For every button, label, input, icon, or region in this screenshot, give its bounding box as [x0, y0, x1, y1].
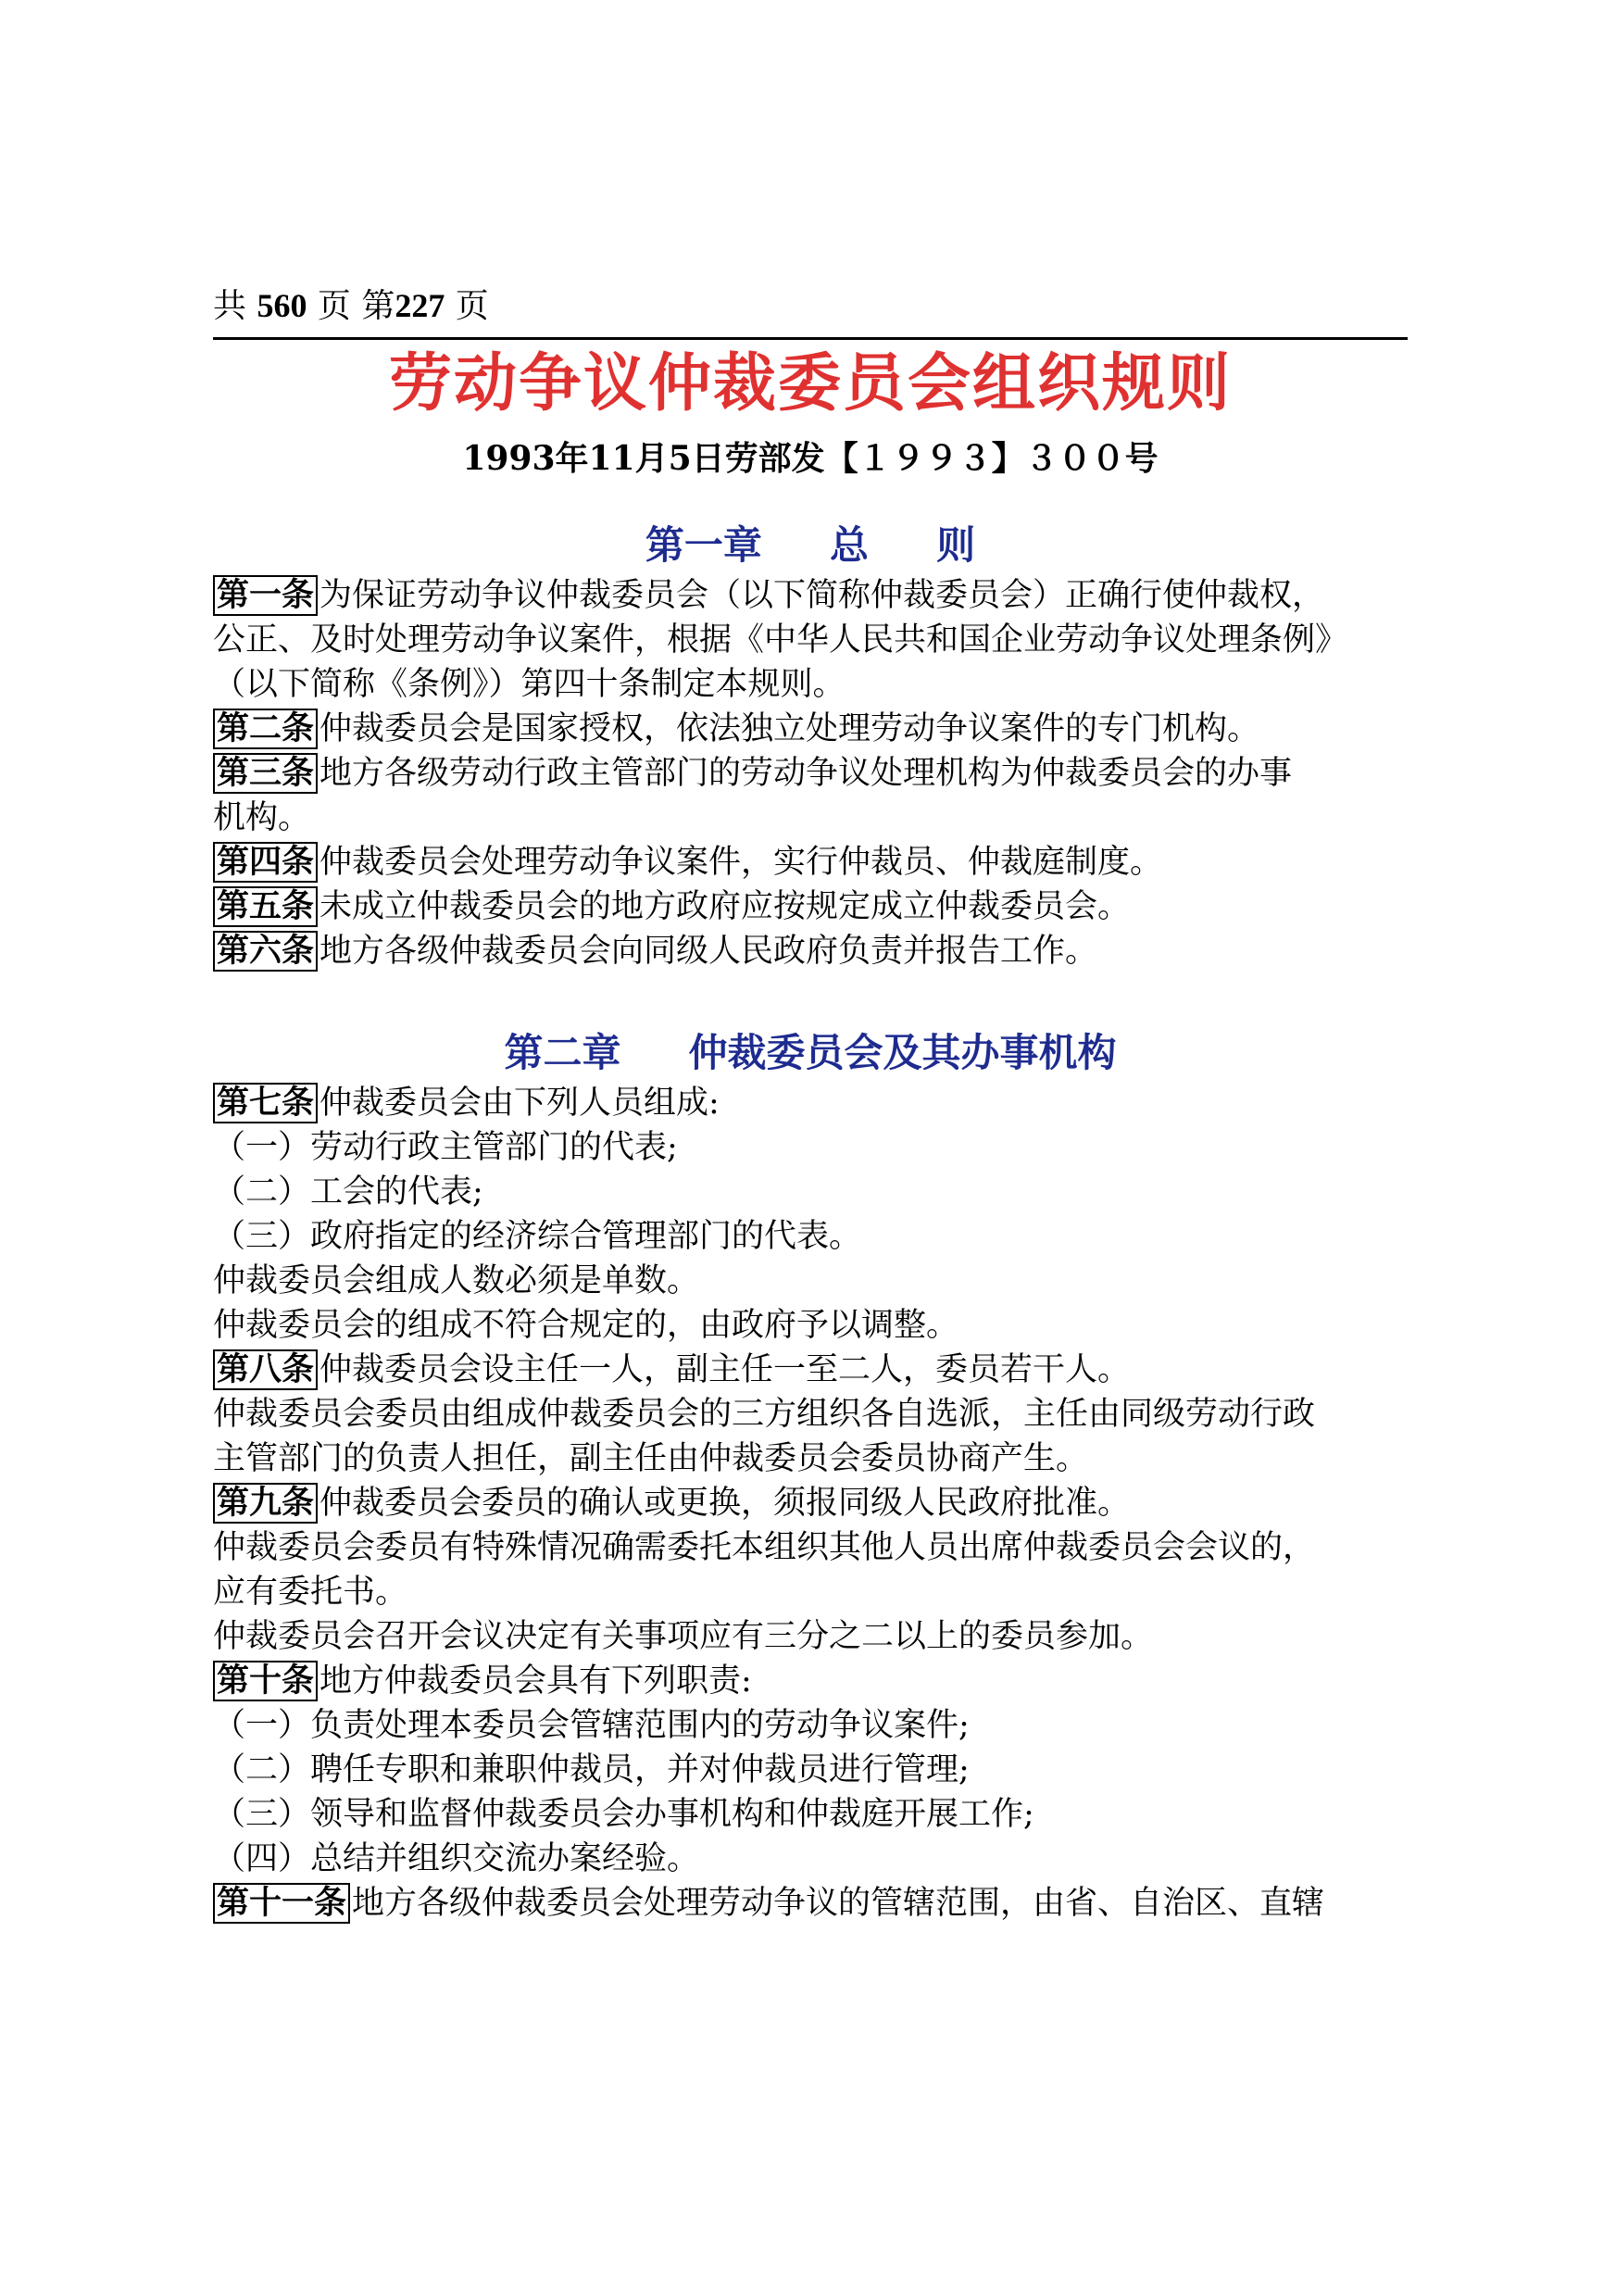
line-text: 仲裁委员会组成人数必须是单数。 [213, 1262, 700, 1299]
text-line [213, 1792, 1408, 1837]
issue-date-line: 1993年11月5日劳部发【１９９３】３００号 [462, 439, 1159, 478]
line-text: 仲裁委员会召开会议决定有关事项应有三分之二以上的委员参加。 [213, 1618, 1154, 1655]
text-line [213, 707, 1408, 751]
line-text: 仲裁委员会由下列人员组成: [319, 1085, 720, 1122]
line-text: （三）政府指定的经济综合管理部门的代表。 [213, 1218, 862, 1255]
line-text: 地方各级仲裁委员会处理劳动争议的管辖范围，由省、自治区、直辖 [352, 1885, 1325, 1922]
text-line [213, 1303, 1408, 1348]
header-rule [213, 337, 1408, 340]
text-line [213, 1437, 1408, 1481]
current-page: 227 [395, 287, 445, 324]
text-line [213, 885, 1408, 929]
text-line [213, 929, 1408, 973]
line-text: 仲裁委员会委员的确认或更换，须报同级人民政府批准。 [319, 1485, 1131, 1522]
article-number: 第一条 [213, 575, 318, 616]
line-text: 仲裁委员会处理劳动争议案件，实行仲裁员、仲裁庭制度。 [319, 844, 1163, 881]
article-number: 第五条 [213, 886, 318, 927]
line-text: 主管部门的负责人担任，副主任由仲裁委员会委员协商产生。 [213, 1440, 1089, 1477]
text-line [213, 1748, 1408, 1792]
line-text: 仲裁委员会委员由组成仲裁委员会的三方组织各自选派，主任由同级劳动行政 [213, 1396, 1316, 1433]
document-page [213, 278, 1408, 1926]
text-line [213, 751, 1408, 796]
text-line [213, 573, 1408, 618]
line-text: 仲裁委员会设主任一人，副主任一至二人，委员若干人。 [319, 1351, 1131, 1388]
text-line [213, 796, 1408, 840]
line-text: 公正、及时处理劳动争议案件，根据《中华人民共和国企业劳动争议处理条例》 [213, 621, 1348, 659]
text-line [213, 1348, 1408, 1392]
chapter-1-heading: 第一章 总 则 [645, 522, 976, 568]
line-text: 为保证劳动争议仲裁委员会（以下简称仲裁委员会）正确行使仲裁权， [319, 577, 1325, 614]
line-text: 地方仲裁委员会具有下列职责: [319, 1662, 752, 1700]
line-text: 仲裁委员会是国家授权，依法独立处理劳动争议案件的专门机构。 [319, 710, 1260, 747]
text-line [213, 1392, 1408, 1437]
document-title: 劳动争议仲裁委员会组织规则 [388, 346, 1232, 420]
line-text: 地方各级劳动行政主管部门的劳动争议处理机构为仲裁委员会的办事 [319, 755, 1293, 792]
line-text: 仲裁委员会的组成不符合规定的，由政府予以调整。 [213, 1307, 959, 1344]
text-line [213, 1703, 1408, 1748]
text-line [213, 1525, 1408, 1570]
total-pages: 560 [257, 287, 307, 324]
page-counter [213, 278, 1408, 333]
text-line [213, 1659, 1408, 1703]
line-text: （一）负责处理本委员会管辖范围内的劳动争议案件; [213, 1707, 970, 1744]
header-text-2: 页 第 [307, 287, 395, 325]
text-line [213, 1125, 1408, 1170]
text-line [213, 1259, 1408, 1303]
text-line [213, 1170, 1408, 1214]
article-number: 第十条 [213, 1661, 318, 1701]
text-line [213, 1881, 1408, 1926]
header-text-3: 页 [445, 287, 489, 325]
text-line [213, 1570, 1408, 1614]
text-line [213, 1214, 1408, 1259]
text-line [213, 1481, 1408, 1525]
article-number: 第七条 [213, 1083, 318, 1123]
header-text-1: 共 [213, 287, 257, 325]
line-text: 未成立仲裁委员会的地方政府应按规定成立仲裁委员会。 [319, 888, 1131, 925]
text-line [213, 1081, 1408, 1125]
line-text: （二）工会的代表; [213, 1173, 483, 1211]
article-number: 第六条 [213, 931, 318, 972]
text-line [213, 1614, 1408, 1659]
article-number: 第八条 [213, 1349, 318, 1390]
line-text: 应有委托书。 [213, 1574, 408, 1611]
line-text: （以下简称《条例》）第四十条制定本规则。 [213, 666, 846, 703]
text-line [213, 662, 1408, 707]
text-line [213, 618, 1408, 662]
text-line [213, 1837, 1408, 1881]
chapter-2-heading: 第二章 仲裁委员会及其办事机构 [504, 1030, 1117, 1075]
article-number: 第九条 [213, 1483, 318, 1524]
article-number: 第四条 [213, 842, 318, 883]
line-text: （三）领导和监督仲裁委员会办事机构和仲裁庭开展工作; [213, 1796, 1034, 1833]
line-text: （一）劳动行政主管部门的代表; [213, 1129, 678, 1166]
line-text: 仲裁委员会委员有特殊情况确需委托本组织其他人员出席仲裁委员会会议的， [213, 1529, 1316, 1566]
article-number: 第二条 [213, 709, 318, 749]
chapter-1-body [213, 573, 1408, 973]
line-text: （二）聘任专职和兼职仲裁员，并对仲裁员进行管理; [213, 1751, 970, 1788]
line-text: 机构。 [213, 799, 311, 836]
chapter-2-body [213, 1081, 1408, 1926]
line-text: （四）总结并组织交流办案经验。 [213, 1840, 700, 1877]
article-number: 第三条 [213, 753, 318, 794]
article-number: 第十一条 [213, 1883, 350, 1924]
text-line [213, 840, 1408, 885]
line-text: 地方各级仲裁委员会向同级人民政府负责并报告工作。 [319, 933, 1098, 970]
